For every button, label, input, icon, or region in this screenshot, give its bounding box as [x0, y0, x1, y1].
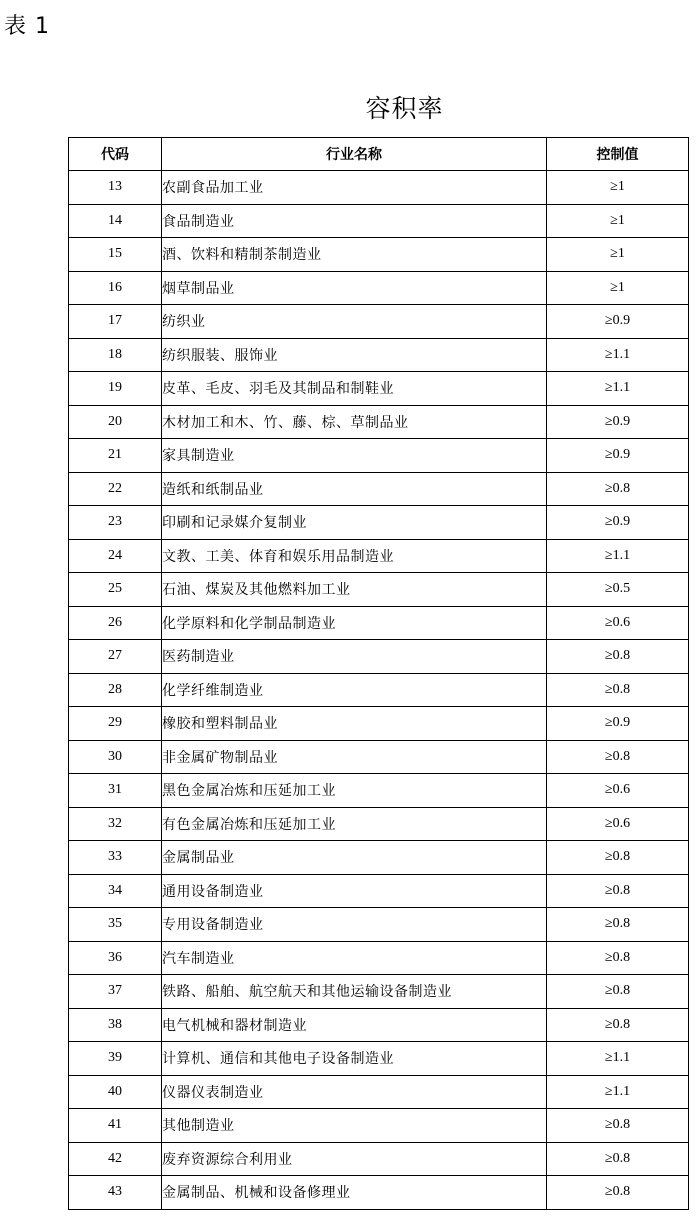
industry-code-cell: 15: [69, 238, 162, 272]
industry-code-cell: 26: [69, 606, 162, 640]
control-value-cell: ≥1.1: [547, 539, 689, 573]
control-value-cell: ≥0.8: [547, 1176, 689, 1210]
table-row: [69, 640, 689, 674]
industry-name-cell: 金属制品业: [162, 841, 547, 875]
industry-name-cell: 电气机械和器材制造业: [162, 1008, 547, 1042]
industry-code-cell: 41: [69, 1109, 162, 1143]
industry-name-cell: 非金属矿物制品业: [162, 740, 547, 774]
control-value-cell: ≥1.1: [547, 1042, 689, 1076]
industry-code-cell: 40: [69, 1075, 162, 1109]
industry-code-cell: 19: [69, 372, 162, 406]
industry-name-cell: 家具制造业: [162, 439, 547, 473]
industry-code-cell: 16: [69, 271, 162, 305]
industry-code-cell: 37: [69, 975, 162, 1009]
industry-name-cell: 专用设备制造业: [162, 908, 547, 942]
table-row: [69, 774, 689, 808]
control-value-cell: ≥0.8: [547, 908, 689, 942]
industry-name-cell: 通用设备制造业: [162, 874, 547, 908]
industry-name-cell: 化学纤维制造业: [162, 673, 547, 707]
industry-name-cell: 铁路、船舶、航空航天和其他运输设备制造业: [162, 975, 547, 1009]
industry-name-cell: 有色金属冶炼和压延加工业: [162, 807, 547, 841]
control-value-cell: ≥1.1: [547, 338, 689, 372]
industry-code-cell: 36: [69, 941, 162, 975]
industry-name-cell: 医药制造业: [162, 640, 547, 674]
table-row: [69, 506, 689, 540]
industry-code-cell: 35: [69, 908, 162, 942]
table-header-row: [69, 138, 689, 171]
control-value-cell: ≥0.8: [547, 640, 689, 674]
control-value-cell: ≥1: [547, 271, 689, 305]
industry-name-cell: 烟草制品业: [162, 271, 547, 305]
industry-code-cell: 24: [69, 539, 162, 573]
table-row: [69, 204, 689, 238]
industry-name-cell: 农副食品加工业: [162, 171, 547, 205]
industry-code-cell: 13: [69, 171, 162, 205]
industry-name-cell: 废弃资源综合利用业: [162, 1142, 547, 1176]
industry-name-cell: 纺织业: [162, 305, 547, 339]
table-row: [69, 439, 689, 473]
industry-code-cell: 38: [69, 1008, 162, 1042]
control-value-cell: ≥0.6: [547, 774, 689, 808]
table-row: [69, 707, 689, 741]
table-row: [69, 807, 689, 841]
control-value-cell: ≥0.9: [547, 405, 689, 439]
table-row: [69, 472, 689, 506]
industry-code-cell: 31: [69, 774, 162, 808]
industry-name-cell: 木材加工和木、竹、藤、棕、草制品业: [162, 405, 547, 439]
table-row: [69, 841, 689, 875]
control-value-cell: ≥0.6: [547, 606, 689, 640]
industry-code-cell: 30: [69, 740, 162, 774]
industry-name-cell: 石油、煤炭及其他燃料加工业: [162, 573, 547, 607]
control-value-cell: ≥0.8: [547, 1142, 689, 1176]
control-value-cell: ≥0.8: [547, 1008, 689, 1042]
industry-code-cell: 17: [69, 305, 162, 339]
industry-name-cell: 计算机、通信和其他电子设备制造业: [162, 1042, 547, 1076]
industry-code-cell: 39: [69, 1042, 162, 1076]
industry-code-cell: 27: [69, 640, 162, 674]
control-value-cell: ≥0.6: [547, 807, 689, 841]
control-value-cell: ≥0.9: [547, 439, 689, 473]
control-value-cell: ≥0.9: [547, 506, 689, 540]
table-row: [69, 941, 689, 975]
control-value-cell: ≥0.9: [547, 305, 689, 339]
industry-name-cell: 黑色金属冶炼和压延加工业: [162, 774, 547, 808]
table-row: [69, 975, 689, 1009]
industry-code-cell: 32: [69, 807, 162, 841]
industry-name-cell: 皮革、毛皮、羽毛及其制品和制鞋业: [162, 372, 547, 406]
control-value-cell: ≥1: [547, 238, 689, 272]
control-value-cell: ≥0.8: [547, 841, 689, 875]
industry-code-cell: 42: [69, 1142, 162, 1176]
header-control-value: 控制值: [547, 138, 689, 171]
plot-ratio-table: [68, 137, 689, 1210]
industry-code-cell: 14: [69, 204, 162, 238]
industry-name-cell: 文教、工美、体育和娱乐用品制造业: [162, 539, 547, 573]
industry-name-cell: 其他制造业: [162, 1109, 547, 1143]
industry-code-cell: 28: [69, 673, 162, 707]
industry-code-cell: 33: [69, 841, 162, 875]
control-value-cell: ≥1: [547, 204, 689, 238]
control-value-cell: ≥0.8: [547, 975, 689, 1009]
header-code: 代码: [69, 138, 162, 171]
industry-code-cell: 29: [69, 707, 162, 741]
control-value-cell: ≥1.1: [547, 1075, 689, 1109]
control-value-cell: ≥0.8: [547, 472, 689, 506]
table-row: [69, 573, 689, 607]
industry-name-cell: 造纸和纸制品业: [162, 472, 547, 506]
table-row: [69, 405, 689, 439]
table-row: [69, 338, 689, 372]
control-value-cell: ≥0.5: [547, 573, 689, 607]
control-value-cell: ≥0.8: [547, 673, 689, 707]
industry-code-cell: 43: [69, 1176, 162, 1210]
industry-code-cell: 21: [69, 439, 162, 473]
industry-name-cell: 酒、饮料和精制茶制造业: [162, 238, 547, 272]
table-row: [69, 673, 689, 707]
table-row: [69, 1176, 689, 1210]
table-row: [69, 1042, 689, 1076]
industry-code-cell: 22: [69, 472, 162, 506]
table-label: 表 1: [4, 14, 50, 39]
table-row: [69, 740, 689, 774]
control-value-cell: ≥0.8: [547, 740, 689, 774]
control-value-cell: ≥0.8: [547, 874, 689, 908]
industry-name-cell: 印刷和记录媒介复制业: [162, 506, 547, 540]
industry-name-cell: 橡胶和塑料制品业: [162, 707, 547, 741]
industry-code-cell: 34: [69, 874, 162, 908]
table-row: [69, 171, 689, 205]
table-row: [69, 1008, 689, 1042]
industry-code-cell: 23: [69, 506, 162, 540]
table-row: [69, 271, 689, 305]
industry-name-cell: 仪器仪表制造业: [162, 1075, 547, 1109]
table-body: [69, 171, 689, 1210]
page-title: 容积率: [365, 94, 444, 123]
table-row: [69, 372, 689, 406]
control-value-cell: ≥1: [547, 171, 689, 205]
control-value-cell: ≥0.9: [547, 707, 689, 741]
industry-name-cell: 化学原料和化学制品制造业: [162, 606, 547, 640]
industry-name-cell: 食品制造业: [162, 204, 547, 238]
table-row: [69, 238, 689, 272]
table-row: [69, 606, 689, 640]
control-value-cell: ≥1.1: [547, 372, 689, 406]
table-row: [69, 539, 689, 573]
table-row: [69, 874, 689, 908]
industry-code-cell: 18: [69, 338, 162, 372]
industry-name-cell: 纺织服装、服饰业: [162, 338, 547, 372]
table-row: [69, 1142, 689, 1176]
table-row: [69, 1075, 689, 1109]
control-value-cell: ≥0.8: [547, 1109, 689, 1143]
control-value-cell: ≥0.8: [547, 941, 689, 975]
table-row: [69, 305, 689, 339]
industry-code-cell: 25: [69, 573, 162, 607]
industry-name-cell: 金属制品、机械和设备修理业: [162, 1176, 547, 1210]
table-row: [69, 1109, 689, 1143]
table-row: [69, 908, 689, 942]
industry-code-cell: 20: [69, 405, 162, 439]
header-industry-name: 行业名称: [162, 138, 547, 171]
industry-name-cell: 汽车制造业: [162, 941, 547, 975]
